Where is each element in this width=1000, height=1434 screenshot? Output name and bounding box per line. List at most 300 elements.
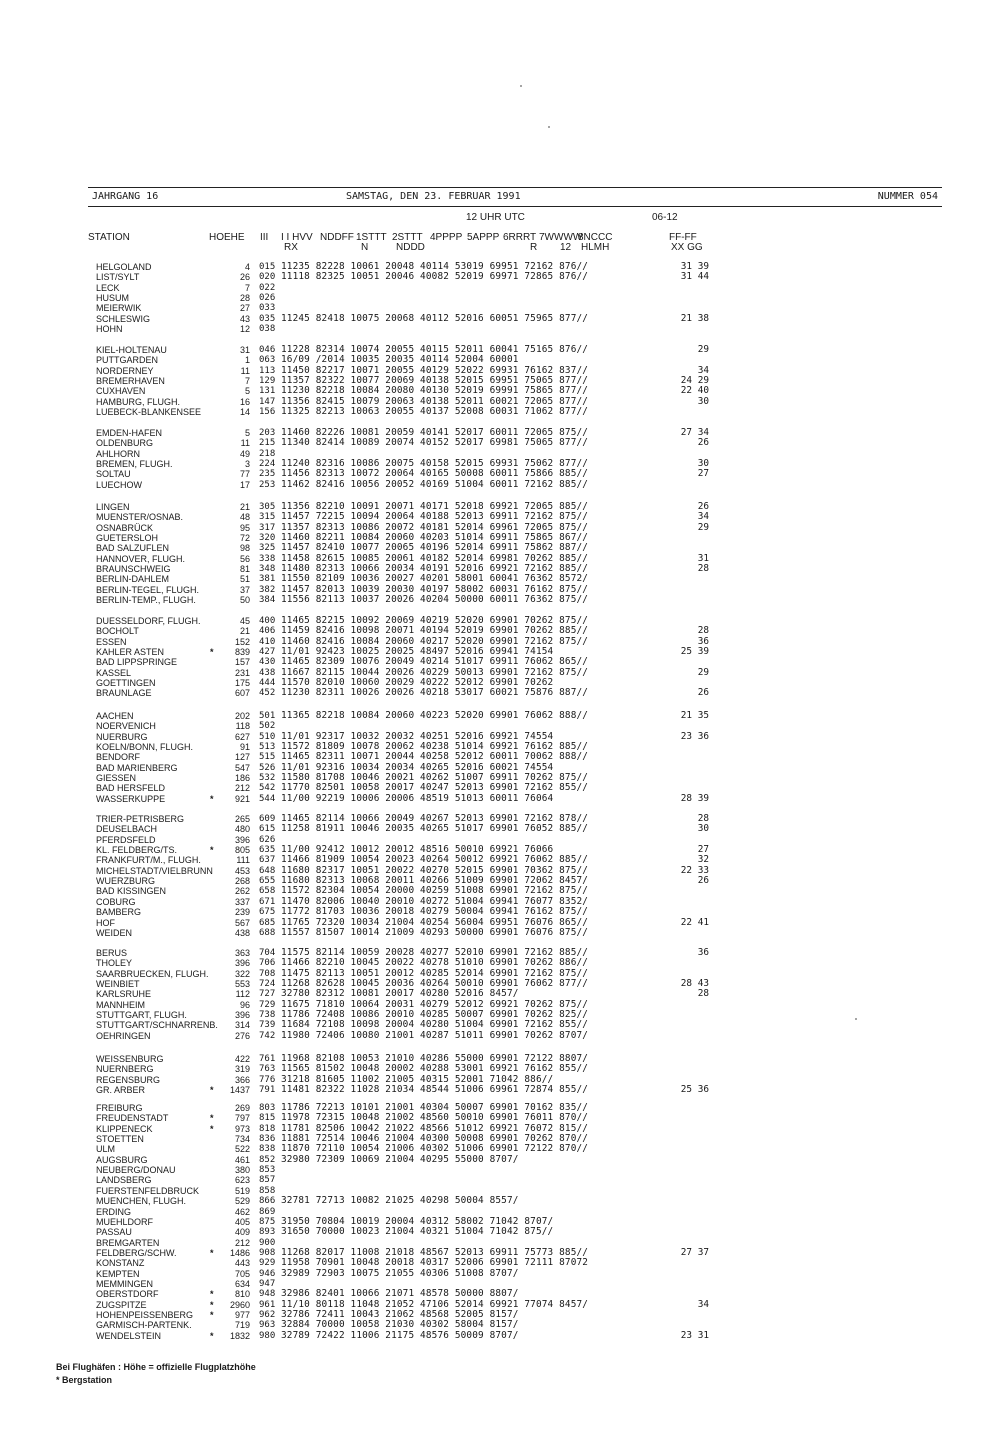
observation-groups: 32884 70000 10058 21030 40302 58004 8157/ (281, 1319, 519, 1331)
col-2sttt: 2STTT (392, 232, 423, 243)
station-height: 21 (239, 502, 250, 512)
observation-groups: 32780 82312 10081 20017 40280 52016 8457/ (281, 988, 519, 1000)
observation-groups: 11781 82506 10042 21022 48566 51012 69921 76072 815// (281, 1122, 589, 1134)
station-height: 607 (234, 688, 250, 699)
observation-groups: 11458 82615 10085 20061 40182 52014 69981 70262 885// (281, 552, 589, 564)
col-8nccc: 8NCCC (578, 232, 613, 243)
station-code: 866 (259, 1196, 276, 1207)
station-name: BAD MARIENBERG (96, 762, 178, 773)
station-code: 655 (259, 876, 276, 887)
station-name: AHLHORN (96, 448, 141, 459)
observation-groups: 11980 72406 10080 21001 40287 51011 69901 70262 8707/ (281, 1029, 589, 1041)
station-height: 519 (234, 1185, 250, 1196)
station-name: NUERBURG (96, 731, 148, 742)
wind-gust-value: 29 (697, 521, 709, 533)
station-name: BREMGARTEN (96, 1237, 160, 1248)
station-code: 685 (259, 917, 276, 928)
observation-groups: 11786 72213 10101 21001 40304 50007 69901 70162 835// (281, 1102, 589, 1113)
station-height: 839 (234, 647, 250, 658)
station-code: 430 (259, 657, 276, 668)
station-name: THOLEY (96, 958, 133, 969)
station-height: 276 (234, 1030, 250, 1041)
station-height: 111 (236, 855, 250, 866)
station-name: ZUGSPITZE (96, 1299, 147, 1310)
wind-gust-value: 26 (697, 501, 709, 512)
station-name: HOHN (96, 324, 123, 335)
station-height: 366 (234, 1074, 250, 1085)
station-code: 156 (259, 407, 276, 418)
station-code: 131 (259, 386, 276, 397)
observation-groups: 11356 82210 10091 20071 40171 52018 69921 72065 885// (281, 501, 589, 512)
station-name: BAD HERSFELD (96, 783, 166, 794)
station-height: 461 (234, 1154, 250, 1165)
scan-speck (855, 1018, 857, 1020)
col-station: STATION (88, 232, 130, 243)
station-name: SAARBRUECKEN, FLUGH. (96, 968, 209, 979)
observation-groups: 11978 72315 10048 21002 48560 50010 69901 76011 870// (281, 1112, 589, 1124)
station-code: 852 (259, 1154, 276, 1165)
station-height: 239 (234, 907, 250, 918)
station-name: WENDELSTEIN (96, 1330, 162, 1341)
station-name: KONSTANZ (96, 1258, 145, 1269)
station-height: 202 (234, 711, 250, 721)
station-height: 27 (239, 303, 250, 314)
wind-gust-value: 26 (697, 687, 709, 699)
station-code: 739 (259, 1020, 276, 1031)
station-code: 320 (259, 533, 276, 544)
station-height: 797 (234, 1113, 250, 1124)
station-height: 314 (234, 1020, 250, 1031)
observation-groups: 11465 82309 10076 20049 40214 51017 69911 76062 865// (281, 656, 589, 668)
wind-gust-value: 25 36 (680, 1084, 709, 1096)
wind-gust-value: 25 39 (680, 646, 709, 658)
observation-groups: 11/01 92316 10034 20034 40265 52016 60021 74554 (281, 761, 554, 773)
station-code: 637 (259, 855, 276, 866)
wind-gust-value: 21 38 (680, 312, 709, 324)
observation-groups: 32789 72422 11006 21175 48576 50009 8707/ (281, 1329, 519, 1341)
station-code: 893 (259, 1227, 276, 1238)
station-code: 858 (259, 1185, 276, 1196)
wind-gust-value: 24 29 (680, 375, 709, 387)
station-code: 020 (259, 272, 276, 283)
station-code: 513 (259, 742, 276, 753)
observation-groups: 11230 82311 10026 20026 40218 53017 60021 75876 887// (281, 687, 589, 699)
mountain-station-mark: * (210, 845, 214, 856)
station-name: BERLIN-TEGEL, FLUGH. (96, 584, 200, 595)
observation-groups: 32980 72309 10069 21004 40295 55000 8707/ (281, 1153, 519, 1165)
wind-gust-value: 27 (697, 844, 709, 856)
station-height: 11 (240, 438, 250, 449)
col-hoehe: HOEHE (209, 232, 245, 243)
observation-groups: 11/00 92219 10006 20006 48519 51013 60011 76064 (281, 792, 554, 804)
observation-groups: 11786 72408 10086 20010 40285 50007 69901 70262 825// (281, 1009, 589, 1021)
station-height: 48 (239, 512, 250, 523)
station-name: CUXHAVEN (96, 386, 146, 397)
mountain-station-mark: * (210, 1330, 214, 1341)
station-name: AUGSBURG (96, 1154, 148, 1165)
station-code: 688 (259, 927, 276, 938)
station-height: 522 (234, 1144, 250, 1155)
station-code: 063 (259, 355, 276, 366)
wind-gust-value: 34 (697, 1298, 709, 1310)
wind-gust-value: 27 (697, 468, 709, 480)
wind-gust-value: 28 (697, 988, 709, 1000)
station-name: OSNABRÜCK (96, 522, 154, 533)
col-7wwww: 7WWWW (539, 232, 583, 243)
station-code: 742 (259, 1030, 276, 1041)
station-code: 224 (259, 459, 276, 470)
observation-groups: 11680 82317 10051 20022 40270 52015 69901 70362 875// (281, 864, 589, 876)
station-code: 738 (259, 1010, 276, 1021)
observation-groups: 11470 82006 10040 20010 40272 51004 69941 76077 8352/ (281, 895, 589, 907)
station-height: 26 (239, 272, 250, 283)
wind-gust-value: 36 (697, 635, 709, 647)
station-name: BERLIN-TEMP., FLUGH. (96, 595, 196, 606)
station-name: KOELN/BONN, FLUGH. (96, 742, 194, 753)
station-name: BAD LIPPSPRINGE (96, 657, 178, 668)
station-name: BRAUNSCHWEIG (96, 564, 171, 575)
station-code: 658 (259, 886, 276, 897)
period-label: 06-12 (652, 212, 678, 223)
station-height: 480 (234, 824, 250, 835)
station-code: 253 (259, 479, 276, 490)
observation-groups: 11457 82410 10077 20065 40196 52014 69911 75862 887// (281, 542, 589, 554)
station-code: 962 (259, 1310, 276, 1320)
wind-gust-value: 30 (697, 458, 709, 470)
col-6rrrt: 6RRRT (503, 232, 537, 243)
observation-groups: 16/09 /2014 10035 20035 40114 52004 60001 (281, 354, 519, 366)
station-code: 704 (259, 948, 276, 958)
col-ffff: FF-FF (669, 232, 697, 243)
station-name: HELGOLAND (96, 262, 152, 272)
observation-groups: 11245 82418 10075 20068 40112 52016 60051 75965 877// (281, 312, 589, 324)
station-name: FREIBURG (96, 1103, 143, 1113)
observation-groups: 11457 82013 10039 20030 40197 58002 60031 76162 875// (281, 583, 589, 595)
station-name: BERUS (96, 948, 128, 958)
observation-groups: 11457 72215 10094 20064 40188 52013 69911 72162 875// (281, 511, 589, 523)
observation-groups: 11/01 92317 10032 20032 40251 52016 69921 74554 (281, 730, 554, 742)
observation-groups: 11340 82414 10089 20074 40152 52017 69981 75065 877// (281, 437, 589, 449)
observation-groups: 11480 82313 10066 20034 40191 52016 69921 72162 885// (281, 563, 589, 575)
observation-groups: 11572 81809 10078 20062 40238 51014 69921 76162 885// (281, 741, 589, 753)
station-height: 363 (234, 948, 250, 958)
station-height: 95 (239, 522, 250, 533)
station-name: LANDSBERG (96, 1175, 152, 1186)
col-r: R (530, 242, 538, 253)
station-code: 763 (259, 1064, 276, 1075)
station-code: 147 (259, 396, 276, 407)
station-code: 648 (259, 865, 276, 876)
station-code: 348 (259, 564, 276, 575)
station-code: 317 (259, 522, 276, 533)
observation-groups: 11230 82218 10084 20080 40130 52019 69991 75865 877// (281, 385, 589, 397)
station-height: 719 (234, 1320, 250, 1331)
observation-groups: 11557 81507 10014 21009 40293 50000 69901 76076 875// (281, 926, 589, 938)
station-name: MEMMINGEN (96, 1278, 153, 1289)
station-code: 980 (259, 1330, 276, 1341)
observation-groups: 11365 82218 10084 20060 40223 52020 69901 76062 888// (281, 710, 589, 721)
station-code: 022 (259, 282, 276, 293)
station-height: 805 (234, 845, 250, 856)
station-name: SOLTAU (96, 469, 131, 480)
station-code: 382 (259, 584, 276, 595)
col-hlmh: HLMH (581, 242, 610, 253)
station-code: 215 (259, 438, 276, 449)
station-name: DUESSELDORF, FLUGH. (96, 616, 201, 626)
station-height: 12 (239, 324, 250, 335)
observation-groups: 11460 82211 10084 20060 40203 51014 69911 75865 867// (281, 532, 589, 544)
station-height: 553 (234, 979, 250, 990)
station-name: EMDEN-HAFEN (96, 428, 163, 438)
station-code: 875 (259, 1216, 276, 1227)
station-code: 381 (259, 574, 276, 585)
observation-groups: 11268 82628 10045 20036 40264 50010 69901 76062 877// (281, 978, 589, 990)
station-code: 400 (259, 616, 276, 626)
station-height: 45 (239, 616, 250, 626)
station-code: 542 (259, 783, 276, 794)
station-code: 818 (259, 1123, 276, 1134)
station-code: 033 (259, 303, 276, 314)
station-code: 113 (259, 365, 276, 376)
station-name: KEMPTEN (96, 1268, 140, 1279)
station-name: NUERNBERG (96, 1064, 154, 1075)
observation-groups: 11/01 92423 10025 20025 48497 52016 69941 74154 (281, 646, 554, 658)
observation-groups: 11556 82113 10037 20026 40204 50000 60011 76362 875// (281, 594, 589, 606)
observation-groups: 11481 82322 11028 21034 48544 51006 69961 72874 855// (281, 1084, 589, 1096)
station-code: 706 (259, 958, 276, 969)
station-name: WEISSENBURG (96, 1054, 164, 1064)
observation-groups: 11465 82215 10092 20069 40219 52020 69901 70262 875// (281, 615, 589, 626)
wind-gust-value: 26 (697, 437, 709, 449)
station-name: NOERVENICH (96, 721, 156, 732)
station-name: BOCHOLT (96, 626, 139, 637)
observation-groups: 11765 72320 10034 21004 40254 56004 69951 76076 865// (281, 916, 589, 928)
station-name: ULM (96, 1144, 116, 1155)
station-code: 908 (259, 1247, 276, 1258)
observation-groups: 11356 82415 10079 20063 40138 52011 60021 72065 877// (281, 395, 589, 407)
observation-groups: 11357 82313 10086 20072 40181 52014 69961 72065 875// (281, 521, 589, 533)
station-name: HUSUM (96, 293, 129, 304)
station-name: AACHEN (96, 711, 134, 721)
observation-groups: 11460 82226 10081 20059 40141 52017 60011 72065 875// (281, 427, 589, 438)
station-name: BREMERHAVEN (96, 376, 165, 387)
observation-groups: 11459 82416 10098 20071 40194 52019 69901 70262 885// (281, 625, 589, 637)
station-name: KAHLER ASTEN (96, 647, 165, 658)
station-height: 16 (239, 396, 250, 407)
station-code: 406 (259, 626, 276, 637)
station-name: MUENCHEN, FLUGH. (96, 1196, 187, 1207)
observation-groups: 11565 81502 10048 20002 40288 53001 69921 76162 855// (281, 1063, 589, 1075)
observation-groups: 11968 82108 10053 21010 40286 55000 69901 72122 8807/ (281, 1053, 589, 1064)
station-height: 17 (239, 479, 250, 490)
station-code: 729 (259, 999, 276, 1010)
observation-groups: 11235 82228 10061 20048 40114 53019 69951 72162 876// (281, 261, 589, 272)
station-name: OBERSTDORF (96, 1289, 159, 1300)
station-code: 615 (259, 824, 276, 835)
station-name: PFERDSFELD (96, 834, 156, 845)
station-name: STUTTGART, FLUGH. (96, 1010, 187, 1021)
date-label: SAMSTAG, DEN 23. FEBRUAR 1991 (346, 191, 521, 202)
wind-gust-value: 29 (697, 666, 709, 678)
station-code: 502 (259, 721, 276, 732)
observation-groups: 11228 82314 10074 20055 40115 52011 60041 75165 876// (281, 344, 589, 355)
station-height: 634 (234, 1278, 250, 1289)
wind-gust-value: 27 37 (680, 1246, 709, 1258)
observation-groups: 11550 82109 10036 20027 40201 58001 60041 76362 8572/ (281, 573, 589, 585)
station-height: 269 (234, 1103, 250, 1113)
station-code: 427 (259, 647, 276, 658)
observation-groups: 11475 82113 10051 20012 40285 52014 69901 72162 875// (281, 967, 589, 979)
station-height: 396 (234, 834, 250, 845)
station-code: 946 (259, 1268, 276, 1279)
col-nddd: NDDD (396, 242, 425, 253)
station-code: 900 (259, 1237, 276, 1248)
station-height: 438 (234, 927, 250, 938)
scan-speck (520, 85, 522, 87)
station-code: 708 (259, 968, 276, 979)
col-hvv: I I HVV (281, 232, 313, 243)
station-code: 515 (259, 752, 276, 763)
station-height: 623 (234, 1175, 250, 1186)
station-code: 526 (259, 762, 276, 773)
station-name: REGENSBURG (96, 1074, 161, 1085)
station-height: 4 (244, 262, 250, 272)
scan-speck (548, 126, 550, 128)
station-name: WUERZBURG (96, 876, 155, 887)
station-name: SCHLESWIG (96, 313, 151, 324)
station-height: 21 (239, 626, 250, 637)
col-n: N (361, 242, 369, 253)
station-code: 815 (259, 1113, 276, 1124)
wind-gust-value: 34 (697, 511, 709, 523)
station-name: FREUDENSTADT (96, 1113, 169, 1124)
station-height: 337 (234, 896, 250, 907)
station-height: 1 (244, 355, 250, 366)
station-code: 035 (259, 313, 276, 324)
station-height: 127 (234, 752, 250, 763)
wind-gust-value: 28 43 (680, 978, 709, 990)
observation-groups: 11268 82017 11008 21018 48567 52013 69911 75773 885// (281, 1246, 589, 1258)
station-code: 761 (259, 1054, 276, 1064)
station-height: 453 (234, 865, 250, 876)
station-name: DEUSELBACH (96, 824, 158, 835)
station-code: 963 (259, 1320, 276, 1331)
observation-groups: 32986 82401 10066 21071 48578 50000 8807/ (281, 1288, 519, 1300)
observation-groups: 11240 82316 10086 20075 40158 52015 69931 75062 877// (281, 458, 589, 470)
station-height: 734 (234, 1134, 250, 1145)
footnote-mountain: * Bergstation (56, 1375, 113, 1385)
observation-groups: 11667 82115 10044 20026 40229 50013 69901 72162 875// (281, 666, 589, 678)
observation-groups: 11575 82114 10059 20028 40277 52010 69901 72162 885// (281, 947, 589, 958)
wind-gust-value: 30 (697, 823, 709, 835)
station-name: MICHELSTADT/VIELBRUNN (96, 865, 213, 876)
station-name: BAMBERG (96, 907, 142, 918)
station-code: 410 (259, 636, 276, 647)
observation-groups: 11580 81708 10046 20021 40262 51007 69911 70262 875// (281, 772, 589, 784)
station-name: LUECHOW (96, 479, 143, 490)
station-code: 836 (259, 1134, 276, 1145)
col-1sttt: 1STTT (356, 232, 387, 243)
station-code: 235 (259, 469, 276, 480)
observation-groups: 32781 72713 10082 21025 40298 50004 8557/ (281, 1195, 519, 1207)
station-name: WASSERKUPPE (96, 793, 166, 804)
observation-groups: 11465 82311 10071 20044 40258 52012 60011 70062 888// (281, 751, 589, 763)
col-4pppp: 4PPPP (430, 232, 463, 243)
footnote-airport: Bei Flughäfen : Höhe = offizielle Flugplatzhöhe (56, 1362, 256, 1372)
station-code: 947 (259, 1278, 276, 1289)
wind-gust-value: 26 (697, 875, 709, 887)
station-name: KL. FELDBERG/TS. (96, 845, 178, 856)
wind-gust-value: 27 34 (680, 427, 709, 438)
station-name: HANNOVER, FLUGH. (96, 553, 186, 564)
station-name: KASSEL (96, 667, 132, 678)
station-height: 5 (244, 428, 250, 438)
observation-groups: 11/00 92412 10012 20012 48516 50010 69921 76066 (281, 844, 554, 856)
wind-gust-value: 32 (697, 854, 709, 866)
station-name: LECK (96, 282, 120, 293)
station-height: 396 (234, 958, 250, 969)
observation-groups: 11357 82322 10077 20069 40138 52015 69951 75065 877// (281, 375, 589, 387)
observation-groups: 11/10 80118 11048 21052 47106 52014 69921 77074 8457/ (281, 1298, 589, 1310)
station-height: 262 (234, 886, 250, 897)
station-code: 626 (259, 834, 276, 845)
observation-groups: 32786 72411 10043 21062 48568 52005 8157/ (281, 1309, 519, 1320)
station-height: 409 (234, 1227, 250, 1238)
station-height: 77 (239, 469, 250, 480)
observation-groups: 11466 81909 10054 20023 40264 50012 69921 76062 885// (281, 854, 589, 866)
station-name: BREMEN, FLUGH. (96, 459, 173, 470)
station-code: 853 (259, 1165, 276, 1176)
station-name: TRIER-PETRISBERG (96, 814, 185, 824)
wind-gust-value: 31 39 (680, 261, 709, 272)
station-code: 038 (259, 324, 276, 335)
station-code: 532 (259, 773, 276, 784)
observation-groups: 11466 82210 10045 20022 40278 51010 69901 70262 886// (281, 957, 589, 969)
mountain-station-mark: * (210, 1085, 214, 1096)
station-name: STUTTGART/SCHNARRENB. (96, 1020, 218, 1031)
year-label: JAHRGANG 16 (92, 191, 159, 202)
station-name: WEINBIET (96, 979, 140, 990)
wind-gust-value: 22 41 (680, 916, 709, 928)
station-name: FELDBERG/SCHW. (96, 1247, 177, 1258)
station-name: MANNHEIM (96, 999, 145, 1010)
station-height: 31 (239, 345, 250, 355)
station-code: 438 (259, 667, 276, 678)
station-name: HOF (96, 917, 115, 928)
station-height: 268 (234, 876, 250, 887)
station-name: NORDERNEY (96, 365, 154, 376)
station-height: 72 (239, 533, 250, 544)
wind-gust-value: 29 (697, 344, 709, 355)
wind-gust-value: 23 31 (680, 1329, 709, 1341)
station-height: 322 (234, 968, 250, 979)
observation-groups: 32989 72903 10075 21055 40306 51008 8707/ (281, 1267, 519, 1279)
wind-gust-value: 31 (697, 552, 709, 564)
station-height: 14 (239, 407, 250, 418)
observation-groups: 11881 72514 10046 21004 40300 50008 69901 70262 870// (281, 1133, 589, 1145)
observation-groups: 11770 82501 10058 20017 40247 52013 69901 72162 855// (281, 782, 589, 794)
station-name: BENDORF (96, 752, 141, 763)
station-height: 1486 (229, 1247, 250, 1258)
observation-groups: 11675 71810 10064 20031 40279 52012 69921 70262 875// (281, 998, 589, 1010)
time-label: 12 UHR UTC (466, 212, 525, 223)
station-height: 91 (239, 742, 250, 753)
station-height: 49 (239, 448, 250, 459)
station-code: 305 (259, 502, 276, 512)
station-name: GR. ARBER (96, 1085, 146, 1096)
col-nddff: NDDFF (320, 232, 354, 243)
station-code: 635 (259, 845, 276, 856)
